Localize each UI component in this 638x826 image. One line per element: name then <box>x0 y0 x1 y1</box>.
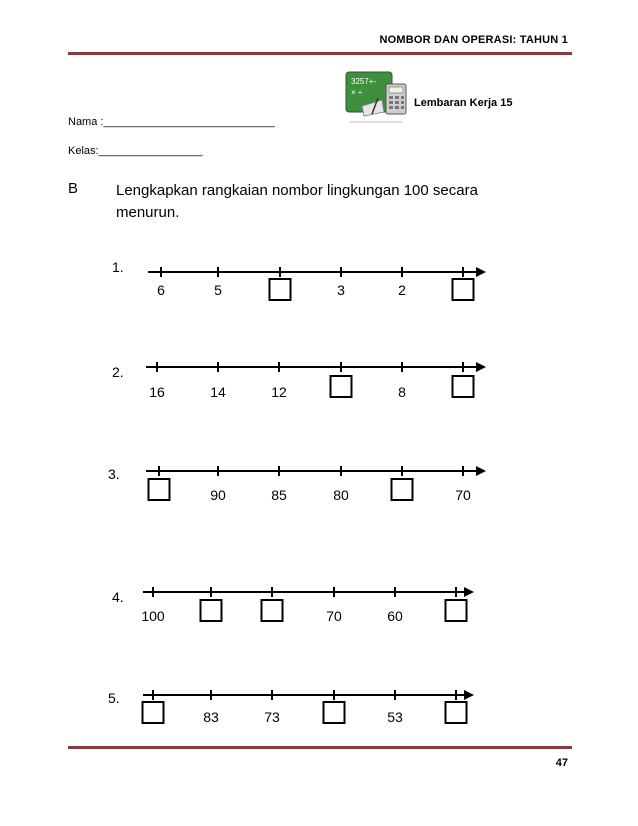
number-line-label: 70 <box>326 608 342 624</box>
answer-box[interactable] <box>452 375 475 398</box>
number-line-label: 12 <box>271 384 287 400</box>
answer-box[interactable] <box>261 599 284 622</box>
number-line-label: 70 <box>455 487 471 503</box>
header-title: NOMBOR DAN OPERASI: TAHUN 1 <box>379 34 568 46</box>
answer-box[interactable] <box>445 701 468 724</box>
number-line-label: 80 <box>333 487 349 503</box>
name-field: Nama :____________________________ <box>68 116 275 128</box>
answer-box[interactable] <box>323 701 346 724</box>
answer-box[interactable] <box>452 278 475 301</box>
worksheet-label: Lembaran Kerja 15 <box>414 97 513 109</box>
arrow-right-icon <box>476 267 486 277</box>
number-line-label: 6 <box>157 282 165 298</box>
svg-text:× ÷: × ÷ <box>351 88 363 97</box>
number-line-label: 14 <box>210 384 226 400</box>
instruction-text: Lengkapkan rangkaian nombor lingkungan 100 secara menurun. <box>116 182 478 221</box>
page-number: 47 <box>555 757 568 769</box>
question-number: 5. <box>108 690 120 706</box>
number-line-label: 83 <box>203 709 219 725</box>
footer-rule <box>68 746 572 749</box>
section-letter: B <box>68 180 79 197</box>
number-line-label: 16 <box>149 384 165 400</box>
answer-box[interactable] <box>445 599 468 622</box>
number-line-label: 90 <box>210 487 226 503</box>
question-number: 4. <box>112 589 124 605</box>
svg-text:3257+-: 3257+- <box>351 77 377 86</box>
number-line-label: 2 <box>398 282 406 298</box>
answer-box[interactable] <box>142 701 165 724</box>
number-line-label: 60 <box>387 608 403 624</box>
number-line-label: 85 <box>271 487 287 503</box>
number-line-label: 53 <box>387 709 403 725</box>
number-line-label: 5 <box>214 282 222 298</box>
answer-box[interactable] <box>200 599 223 622</box>
arrow-right-icon <box>464 690 474 700</box>
number-line-label: 100 <box>141 608 165 624</box>
question-number: 1. <box>112 259 124 275</box>
arrow-right-icon <box>476 362 486 372</box>
answer-box[interactable] <box>330 375 353 398</box>
number-line-label: 3 <box>337 282 345 298</box>
answer-box[interactable] <box>391 478 414 501</box>
number-line-label: 73 <box>264 709 280 725</box>
answer-box[interactable] <box>269 278 292 301</box>
question-number: 2. <box>112 364 124 380</box>
answer-box[interactable] <box>148 478 171 501</box>
arrow-right-icon <box>476 466 486 476</box>
class-field: Kelas:_________________ <box>68 145 203 157</box>
arrow-right-icon <box>464 587 474 597</box>
number-line-label: 8 <box>398 384 406 400</box>
question-number: 3. <box>108 466 120 482</box>
